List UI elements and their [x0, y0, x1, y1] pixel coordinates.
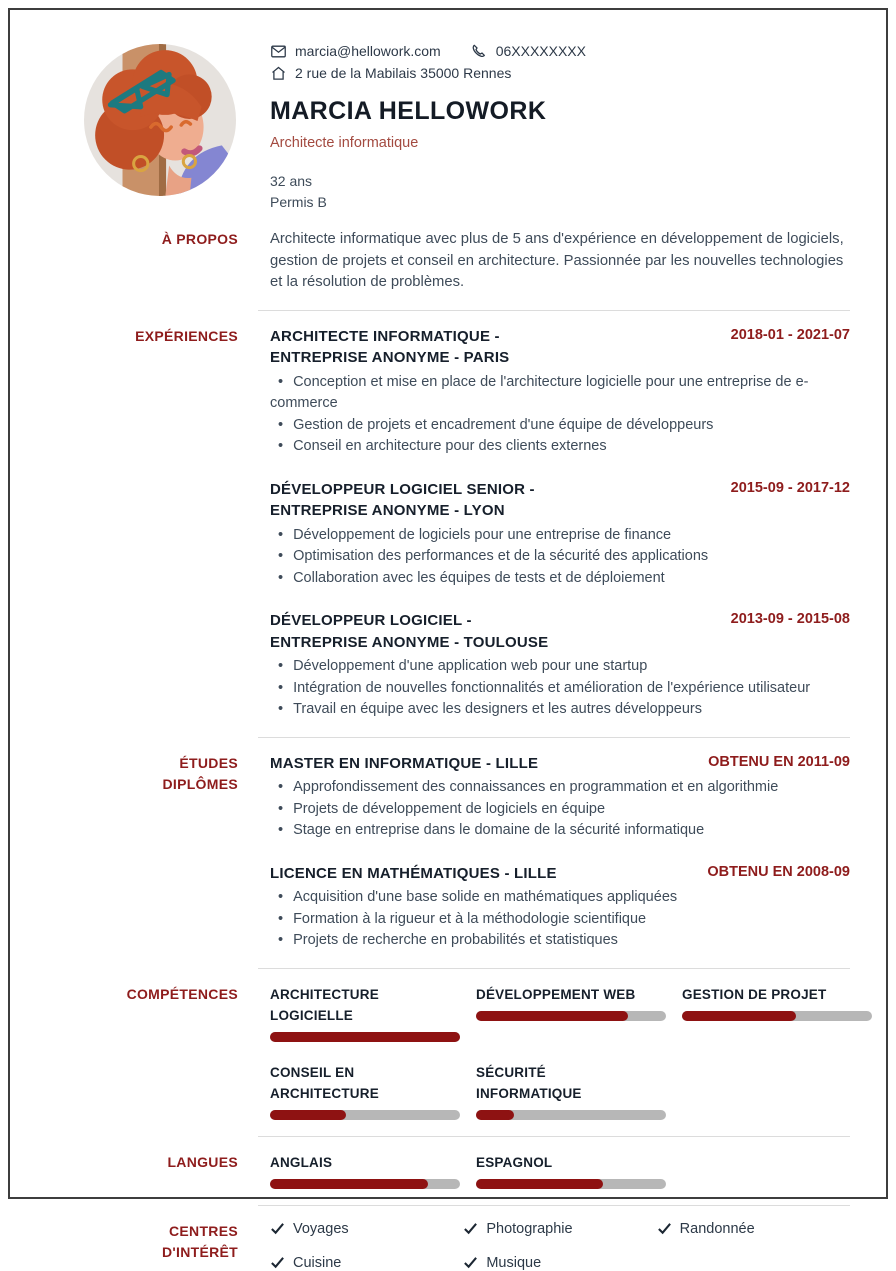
- experience-bullets: [270, 525, 850, 590]
- experience-entry: [270, 326, 850, 458]
- language-name: ANGLAIS: [270, 1154, 333, 1170]
- checkmark-icon: [463, 1221, 478, 1236]
- experience-title: DÉVELOPPEUR LOGICIEL - ENTREPRISE ANONYME - TOULOUSE: [270, 612, 549, 651]
- education-bullets: [270, 777, 850, 842]
- separator: [258, 310, 850, 311]
- skill-bar-fill: [476, 1110, 514, 1120]
- experience-date: 2013-09 - 2015-08: [730, 611, 850, 627]
- bullet-item: • Collaboration avec les équipes de tests et de déploiement: [270, 568, 850, 590]
- skills-label: COMPÉTENCES: [126, 985, 238, 1002]
- skill-name: ARCHITECTURE LOGICIELLE: [270, 986, 379, 1023]
- interest-item: [463, 1255, 656, 1271]
- bullet-item: • Développement d'une application web pour une startup: [270, 656, 850, 678]
- license-text: Permis B: [270, 194, 327, 210]
- phone-text: 06XXXXXXXX: [495, 43, 586, 59]
- home-icon: [270, 65, 287, 82]
- interest-item: [270, 1255, 463, 1271]
- language-name: ESPAGNOL: [476, 1154, 553, 1170]
- section-about: [38, 229, 850, 294]
- section-skills: [38, 984, 850, 1120]
- bullet-item: • Travail en équipe avec les designers et les autres développeurs: [270, 699, 850, 721]
- separator: [258, 1136, 850, 1137]
- language-bar: [270, 1179, 460, 1189]
- education-date: OBTENU EN 2008-09: [707, 863, 850, 880]
- experience-title: ARCHITECTE INFORMATIQUE - ENTREPRISE ANONYME - PARIS: [270, 327, 510, 366]
- skill-item: [270, 984, 460, 1042]
- languages-label: LANGUES: [167, 1153, 238, 1170]
- language-bar-fill: [270, 1179, 428, 1189]
- cv-page: [8, 8, 888, 1271]
- bullet-item: • Optimisation des performances et de la sécurité des applications: [270, 546, 850, 568]
- interest-label: Photographie: [486, 1220, 573, 1237]
- avatar: [84, 44, 236, 196]
- address-text: 2 rue de la Mabilais 35000 Rennes: [295, 65, 512, 81]
- experience-date: 2015-09 - 2017-12: [730, 479, 850, 496]
- language-item: [476, 1152, 666, 1189]
- skill-bar: [476, 1110, 666, 1120]
- interest-item: [657, 1221, 850, 1237]
- skill-name: SÉCURITÉ INFORMATIQUE: [476, 1064, 582, 1101]
- interests-label-line1: CENTRES: [169, 1222, 238, 1239]
- candidate-name: MARCIA HELLOWORK: [270, 97, 547, 125]
- education-label-line1: ÉTUDES: [179, 754, 238, 771]
- checkmark-icon: [657, 1221, 672, 1236]
- bullet-item: • Acquisition d'une base solide en mathématiques appliquées: [270, 887, 850, 909]
- skill-name: DÉVELOPPEMENT WEB: [476, 986, 636, 1002]
- checkmark-icon: [463, 1255, 478, 1270]
- language-bar-fill: [476, 1179, 603, 1189]
- skill-name: GESTION DE PROJET: [682, 986, 827, 1002]
- skill-item: [682, 984, 872, 1042]
- email-icon: [270, 43, 287, 60]
- skill-item: [476, 984, 666, 1042]
- skill-bar-fill: [682, 1011, 796, 1021]
- separator: [258, 968, 850, 969]
- bullet-item: • Formation à la rigueur et à la méthodologie scientifique: [270, 909, 850, 931]
- avatar-illustration: [84, 44, 236, 196]
- interest-item: [463, 1221, 656, 1237]
- skill-bar: [682, 1011, 872, 1021]
- skill-name: CONSEIL EN ARCHITECTURE: [270, 1064, 379, 1101]
- education-label-line2: DIPLÔMES: [162, 775, 238, 792]
- phone-icon: [471, 43, 488, 60]
- skill-item: [476, 1062, 666, 1120]
- education-title: MASTER EN INFORMATIQUE - LILLE: [270, 754, 539, 772]
- email-text: marcia@hellowork.com: [295, 43, 441, 59]
- cv-header: [38, 40, 850, 213]
- interests-label-line2: D'INTÉRÊT: [161, 1243, 238, 1260]
- skill-bar-fill: [270, 1032, 460, 1042]
- language-bar: [476, 1179, 666, 1189]
- job-title: Architecte informatique: [270, 135, 419, 151]
- language-item: [270, 1152, 460, 1189]
- bullet-item: • Projets de développement de logiciels en équipe: [270, 799, 850, 821]
- education-entry: [270, 753, 850, 842]
- contact-email: [270, 40, 441, 62]
- interest-item: [270, 1221, 463, 1237]
- bullet-item: • Conception et mise en place de l'architecture logicielle pour une entreprise de e-commerce: [270, 372, 850, 415]
- age-text: 32 ans: [270, 173, 313, 189]
- interest-label: Musique: [486, 1254, 542, 1271]
- education-bullets: [270, 887, 850, 952]
- bullet-item: • Développement de logiciels pour une entreprise de finance: [270, 525, 850, 547]
- section-interests: [38, 1221, 850, 1271]
- skill-bar-fill: [476, 1011, 628, 1021]
- bullet-item: • Intégration de nouvelles fonctionnalités et amélioration de l'expérience utilisateur: [270, 678, 850, 700]
- separator: [258, 737, 850, 738]
- checkmark-icon: [270, 1221, 285, 1236]
- skill-bar: [476, 1011, 666, 1021]
- skill-bar-fill: [270, 1110, 346, 1120]
- about-label: À PROPOS: [161, 231, 238, 247]
- bullet-item: • Conseil en architecture pour des clients externes: [270, 436, 850, 458]
- education-date: OBTENU EN 2011-09: [708, 753, 850, 770]
- interest-label: Cuisine: [293, 1254, 342, 1271]
- checkmark-icon: [270, 1255, 285, 1270]
- experience-entry: [270, 479, 850, 590]
- skill-bar: [270, 1110, 460, 1120]
- experience-title: DÉVELOPPEUR LOGICIEL SENIOR - ENTREPRISE ANONYME - LYON: [270, 480, 535, 519]
- interest-label: Voyages: [293, 1220, 349, 1237]
- section-experience: [38, 326, 850, 721]
- contact-phone: [471, 40, 586, 62]
- experience-bullets: [270, 656, 850, 721]
- education-entry: [270, 863, 850, 952]
- skill-item: [270, 1062, 460, 1120]
- bullet-item: • Approfondissement des connaissances en programmation et en algorithmie: [270, 777, 850, 799]
- interest-label: Randonnée: [679, 1220, 755, 1237]
- section-languages: [38, 1152, 850, 1189]
- separator: [258, 1205, 850, 1206]
- bullet-item: • Stage en entreprise dans le domaine de la sécurité informatique: [270, 820, 850, 842]
- skill-bar: [270, 1032, 460, 1042]
- education-title: LICENCE EN MATHÉMATIQUES - LILLE: [270, 864, 557, 882]
- contact-address: [270, 62, 850, 84]
- experience-entry: [270, 610, 850, 721]
- experience-bullets: [270, 372, 850, 458]
- experience-date: 2018-01 - 2021-07: [730, 326, 850, 343]
- about-text: Architecte informatique avec plus de 5 ans d'expérience en développement de logiciels, gestion de projets et conseil en architecture. Passionnée par les nouvelles technologies et la résolution de problèmes.: [270, 231, 844, 290]
- bullet-item: • Gestion de projets et encadrement d'une équipe de développeurs: [270, 415, 850, 437]
- section-education: [38, 753, 850, 952]
- bullet-item: • Projets de recherche en probabilités et statistiques: [270, 930, 850, 952]
- experience-label: EXPÉRIENCES: [135, 327, 238, 344]
